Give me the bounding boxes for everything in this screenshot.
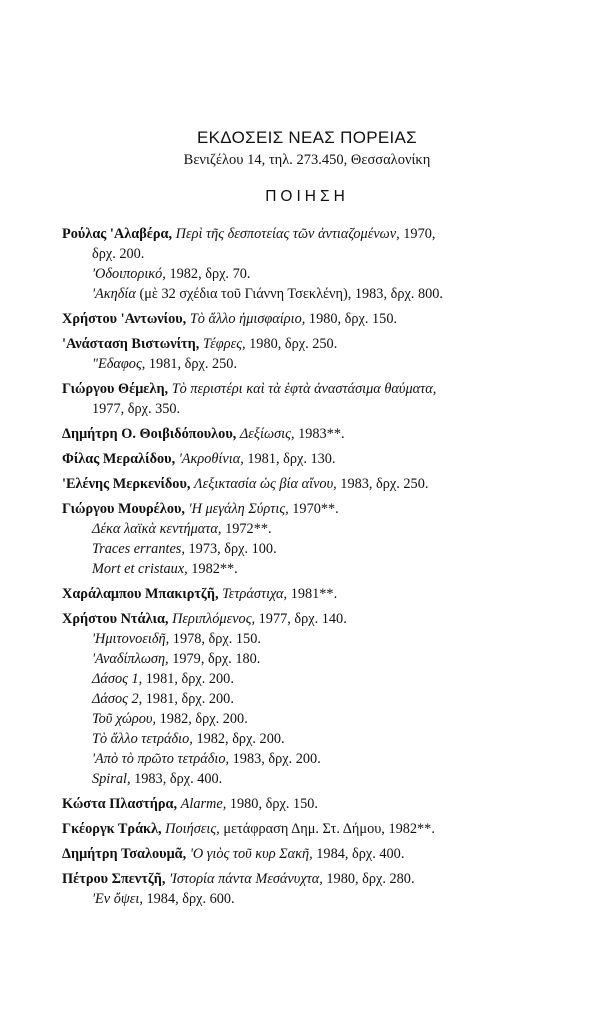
entry-line xyxy=(62,629,582,649)
entry-line xyxy=(62,334,582,354)
publisher-heading: ΕΚΔΟΣΕΙΣ ΝΕΑΣ ΠΟΡΕΙΑΣ xyxy=(197,128,417,147)
entry-details: 1979, δρχ. 180. xyxy=(172,651,261,667)
entry-details: 1977, δρχ. 350. xyxy=(92,401,181,417)
entry-title: Mort et cristaux, xyxy=(92,561,188,577)
entry-line xyxy=(62,424,582,444)
entry-title: 'Ακροθίνια, xyxy=(178,451,244,467)
entry-title: Alarme, xyxy=(180,796,227,812)
entry-title: Δάσος 1, xyxy=(92,671,143,687)
entry-title: Τέφρες, xyxy=(202,336,246,352)
entry-title: Ποιήσεις, xyxy=(165,821,220,837)
entry-author: Δημήτρη Ο. Θοιβιδόπουλου, xyxy=(62,426,237,442)
entry-title: Δεξίωσις, xyxy=(239,426,295,442)
entry-title: 'Ο γιὸς τοῦ κυρ Σακῆ, xyxy=(189,846,313,862)
entry-details: 1981, δρχ. 200. xyxy=(145,671,234,687)
entry-details: 1983, δρχ. 250. xyxy=(340,476,429,492)
catalog-entry xyxy=(62,869,582,909)
entry-title: Τὸ περιστέρι καὶ τὰ ἑφτὰ ἀναστάσιμα θαύματα, xyxy=(171,381,437,397)
catalog-entry xyxy=(62,309,582,329)
entry-line xyxy=(62,869,582,889)
entry-author: Χρήστου 'Αντωνίου, xyxy=(62,311,187,327)
entry-line xyxy=(62,354,582,374)
catalog-entry xyxy=(62,474,582,494)
catalog-entry xyxy=(62,819,582,839)
catalog-entries xyxy=(62,224,582,914)
entry-title: Τὸ ἄλλο τετράδιο, xyxy=(92,731,193,747)
entry-title: Λεξικτασία ὡς βία αἴνου, xyxy=(194,476,337,492)
entry-title: 'Εν ὄψει, xyxy=(92,891,143,907)
entry-line xyxy=(62,499,582,519)
entry-details: 1980, δρχ. 250. xyxy=(249,336,338,352)
entry-title: 'Η μεγάλη Σύρτις, xyxy=(188,501,289,517)
entry-line xyxy=(62,609,582,629)
catalog-entry xyxy=(62,584,582,604)
entry-details: 1981, δρχ. 250. xyxy=(148,356,238,372)
entry-details: 1973, δρχ. 100. xyxy=(188,541,277,557)
catalog-entry xyxy=(62,844,582,864)
entry-title: 'Ακηδία xyxy=(92,286,136,302)
entry-details: μετάφραση Δημ. Στ. Δήμου, 1982**. xyxy=(223,821,435,837)
entry-details: 1982**. xyxy=(191,561,238,577)
entry-author: Χαράλαμπου Μπακιρτζῆ, xyxy=(62,586,219,602)
entry-details: 1982, δρχ. 200. xyxy=(196,731,285,747)
entry-author: 'Ελένης Μερκενίδου, xyxy=(62,476,191,492)
entry-details: 1980, δρχ. 280. xyxy=(326,871,415,887)
entry-title: 'Απὸ τὸ πρῶτο τετράδιο, xyxy=(92,751,230,767)
entry-line xyxy=(62,519,582,539)
entry-line xyxy=(62,689,582,709)
entry-line xyxy=(62,729,582,749)
entry-details: δρχ. 200. xyxy=(92,246,145,262)
entry-details: 1982, δρχ. 70. xyxy=(169,266,251,282)
entry-details: 1984, δρχ. 400. xyxy=(316,846,405,862)
section-heading: ΠΟΙΗΣΗ xyxy=(265,188,349,205)
catalog-entry xyxy=(62,794,582,814)
entry-details: 1981, δρχ. 200. xyxy=(145,691,234,707)
entry-line xyxy=(62,794,582,814)
entry-details: 1980, δρχ. 150. xyxy=(229,796,318,812)
entry-details: 1981, δρχ. 130. xyxy=(247,451,336,467)
entry-line xyxy=(62,584,582,604)
entry-title: 'Ημιτονοειδῆ, xyxy=(92,631,170,647)
entry-line xyxy=(62,669,582,689)
entry-line xyxy=(62,749,582,769)
entry-line xyxy=(62,559,582,579)
entry-details: 1981**. xyxy=(290,586,338,602)
entry-author: Πέτρου Σπεντζῆ, xyxy=(62,871,166,887)
entry-details: 1978, δρχ. 150. xyxy=(172,631,261,647)
entry-line xyxy=(62,264,582,284)
entry-author: 'Ανάσταση Βιστωνίτη, xyxy=(62,336,200,352)
entry-author: Γιώργου Θέμελη, xyxy=(62,381,169,397)
entry-author: Φίλας Μεραλίδου, xyxy=(62,451,176,467)
catalog-entry xyxy=(62,334,582,374)
entry-title: Περὶ τῆς δεσποτείας τῶν ἀντιαζομένων, xyxy=(175,226,400,242)
catalog-entry xyxy=(62,379,582,419)
entry-line xyxy=(62,819,582,839)
entry-details: (μὲ 32 σχέδια τοῦ Γιάννη Τσεκλένη), 1983, δρχ. 800. xyxy=(139,286,443,302)
entry-details: 1983, δρχ. 200. xyxy=(232,751,321,767)
entry-line xyxy=(62,449,582,469)
entry-author: Κώστα Πλαστήρα, xyxy=(62,796,178,812)
entry-title: Περιπλόμενος, xyxy=(172,611,256,627)
entry-title: 'Ιστορία πάντα Μεσάνυχτα, xyxy=(169,871,323,887)
publisher-address: Βενιζέλου 14, τηλ. 273.450, Θεσσαλονίκη xyxy=(183,152,431,168)
entry-title: Δάσος 2, xyxy=(92,691,143,707)
entry-author: Χρήστου Ντάλια, xyxy=(62,611,169,627)
entry-title: Τετράστιχα, xyxy=(222,586,288,602)
entry-line xyxy=(62,244,582,264)
entry-line xyxy=(62,224,582,244)
entry-details: 1983**. xyxy=(298,426,345,442)
entry-title: Spiral, xyxy=(92,771,131,787)
entry-title: "Εδαφος, xyxy=(92,356,146,372)
entry-line xyxy=(62,379,582,399)
entry-details: 1983, δρχ. 400. xyxy=(134,771,223,787)
entry-line xyxy=(62,284,582,304)
entry-line xyxy=(62,889,582,909)
entry-author: Δημήτρη Τσαλουμᾶ, xyxy=(62,846,187,862)
entry-details: 1970**. xyxy=(292,501,339,517)
catalog-entry xyxy=(62,449,582,469)
catalog-entry xyxy=(62,224,582,304)
entry-title: 'Οδοιπορικό, xyxy=(92,266,166,282)
catalog-entry xyxy=(62,424,582,444)
entry-details: 1972**. xyxy=(225,521,272,537)
entry-author: Γκέοργκ Τράκλ, xyxy=(62,821,162,837)
entry-details: 1980, δρχ. 150. xyxy=(308,311,398,327)
entry-title: Τὸ ἄλλο ἡμισφαίριο, xyxy=(189,311,306,327)
entry-details: 1977, δρχ. 140. xyxy=(258,611,347,627)
entry-details: 1984, δρχ. 600. xyxy=(146,891,235,907)
entry-details: 1970, xyxy=(403,226,436,242)
entry-title: Traces errantes, xyxy=(92,541,185,557)
entry-title: Δέκα λαϊκὰ κεντήματα, xyxy=(92,521,222,537)
entry-line xyxy=(62,309,582,329)
entry-line xyxy=(62,769,582,789)
entry-line xyxy=(62,649,582,669)
catalog-entry xyxy=(62,609,582,789)
entry-author: Ρούλας 'Αλαβέρα, xyxy=(62,226,173,242)
entry-author: Γιώργου Μουρέλου, xyxy=(62,501,185,517)
entry-line xyxy=(62,844,582,864)
entry-line xyxy=(62,539,582,559)
catalog-entry xyxy=(62,499,582,579)
entry-title: 'Αναδίπλωση, xyxy=(92,651,169,667)
entry-title: Τοῦ χώρου, xyxy=(92,711,157,727)
entry-line xyxy=(62,399,582,419)
entry-line xyxy=(62,709,582,729)
entry-details: 1982, δρχ. 200. xyxy=(159,711,248,727)
entry-line xyxy=(62,474,582,494)
